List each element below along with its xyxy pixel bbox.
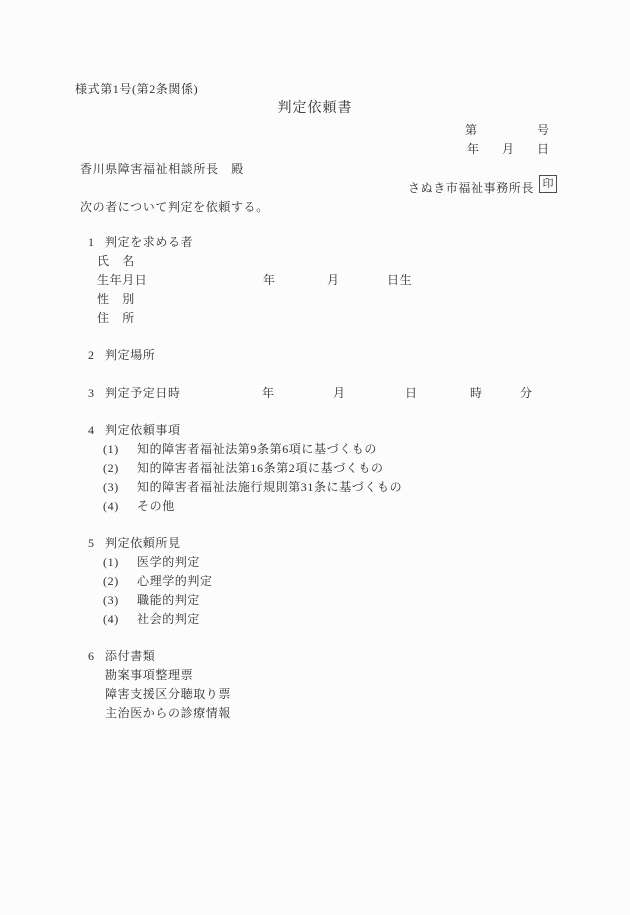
item-text: 知的障害者福祉法施行規則第31条に基づくもの — [137, 480, 403, 494]
item-marker: (4) — [103, 499, 119, 513]
item-text: その他 — [137, 499, 175, 513]
intro-text: 次の者について判定を依頼する。 — [80, 200, 269, 214]
form-number: 様式第1号(第2条関係) — [75, 82, 199, 96]
doc-number-prefix: 第 — [465, 123, 478, 137]
section6-heading — [0, 648, 630, 664]
section3-heading — [0, 385, 630, 401]
field-name — [0, 253, 630, 269]
attachment-text: 勘案事項整理票 — [105, 668, 194, 682]
field-sex — [0, 291, 630, 307]
seal-box — [539, 175, 557, 193]
section4-heading — [0, 422, 630, 438]
section1-heading — [0, 234, 630, 250]
schedule-minute-label: 分 — [520, 386, 533, 400]
birth-month-label: 月 — [327, 273, 340, 287]
item-marker: (1) — [103, 442, 119, 456]
item-text: 職能的判定 — [137, 593, 201, 607]
section5-title: 判定依頼所見 — [105, 536, 181, 550]
section4-title: 判定依頼事項 — [105, 423, 181, 437]
item-marker: (3) — [103, 593, 119, 607]
page-title: 判定依頼書 — [277, 101, 353, 116]
schedule-hour-label: 時 — [470, 386, 483, 400]
sex-label: 性 別 — [97, 292, 135, 306]
item-marker: (2) — [103, 461, 119, 475]
field-birthdate — [0, 272, 630, 288]
schedule-month-label: 月 — [333, 386, 346, 400]
name-label: 氏 名 — [97, 254, 135, 268]
addressee-line — [0, 161, 630, 177]
attachment-item — [0, 686, 630, 702]
section1-title: 判定を求める者 — [105, 235, 194, 249]
attachment-text: 主治医からの診療情報 — [105, 706, 232, 720]
section3-title: 判定予定日時 — [105, 386, 181, 400]
item-marker: (2) — [103, 574, 119, 588]
section5-item — [0, 592, 630, 608]
section4-item — [0, 460, 630, 476]
intro-line — [0, 199, 630, 215]
birth-day-label: 日生 — [387, 273, 413, 287]
schedule-year-label: 年 — [262, 386, 275, 400]
section6-title: 添付書類 — [105, 649, 156, 663]
section4-number: 4 — [88, 423, 95, 437]
section4-item — [0, 441, 630, 457]
date-line — [0, 141, 630, 157]
date-year-label: 年 — [467, 142, 480, 156]
schedule-day-label: 日 — [405, 386, 418, 400]
section5-number: 5 — [88, 536, 95, 550]
field-address — [0, 310, 630, 326]
sender: さぬき市福祉事務所長 — [408, 181, 535, 195]
birth-label: 生年月日 — [97, 273, 148, 287]
section4-item — [0, 498, 630, 514]
section6-number: 6 — [88, 649, 95, 663]
address-label: 住 所 — [97, 311, 135, 325]
section5-item — [0, 554, 630, 570]
item-text: 知的障害者福祉法第16条第2項に基づくもの — [137, 461, 384, 475]
item-marker: (4) — [103, 612, 119, 626]
document-number-line — [0, 122, 630, 138]
sender-line — [0, 180, 630, 196]
section3-number: 3 — [88, 386, 95, 400]
seal-label: 印 — [542, 178, 554, 190]
addressee: 香川県障害福祉相談所長 殿 — [80, 162, 244, 176]
form-number-line — [0, 81, 630, 97]
item-text: 社会的判定 — [137, 612, 201, 626]
item-text: 心理学的判定 — [137, 574, 213, 588]
item-marker: (3) — [103, 480, 119, 494]
section5-item — [0, 611, 630, 627]
doc-number-suffix: 号 — [537, 123, 550, 137]
section4-item — [0, 479, 630, 495]
item-text: 医学的判定 — [137, 555, 201, 569]
date-day-label: 日 — [537, 142, 550, 156]
section2-title: 判定場所 — [105, 348, 156, 362]
item-marker: (1) — [103, 555, 119, 569]
attachment-text: 障害支援区分聴取り票 — [105, 687, 232, 701]
birth-year-label: 年 — [263, 273, 276, 287]
date-month-label: 月 — [502, 142, 515, 156]
section5-item — [0, 573, 630, 589]
section5-heading — [0, 535, 630, 551]
item-text: 知的障害者福祉法第9条第6項に基づくもの — [137, 442, 378, 456]
section2-number: 2 — [88, 348, 95, 362]
attachment-item — [0, 705, 630, 721]
section2-heading — [0, 347, 630, 363]
section1-number: 1 — [88, 235, 95, 249]
attachment-item — [0, 667, 630, 683]
